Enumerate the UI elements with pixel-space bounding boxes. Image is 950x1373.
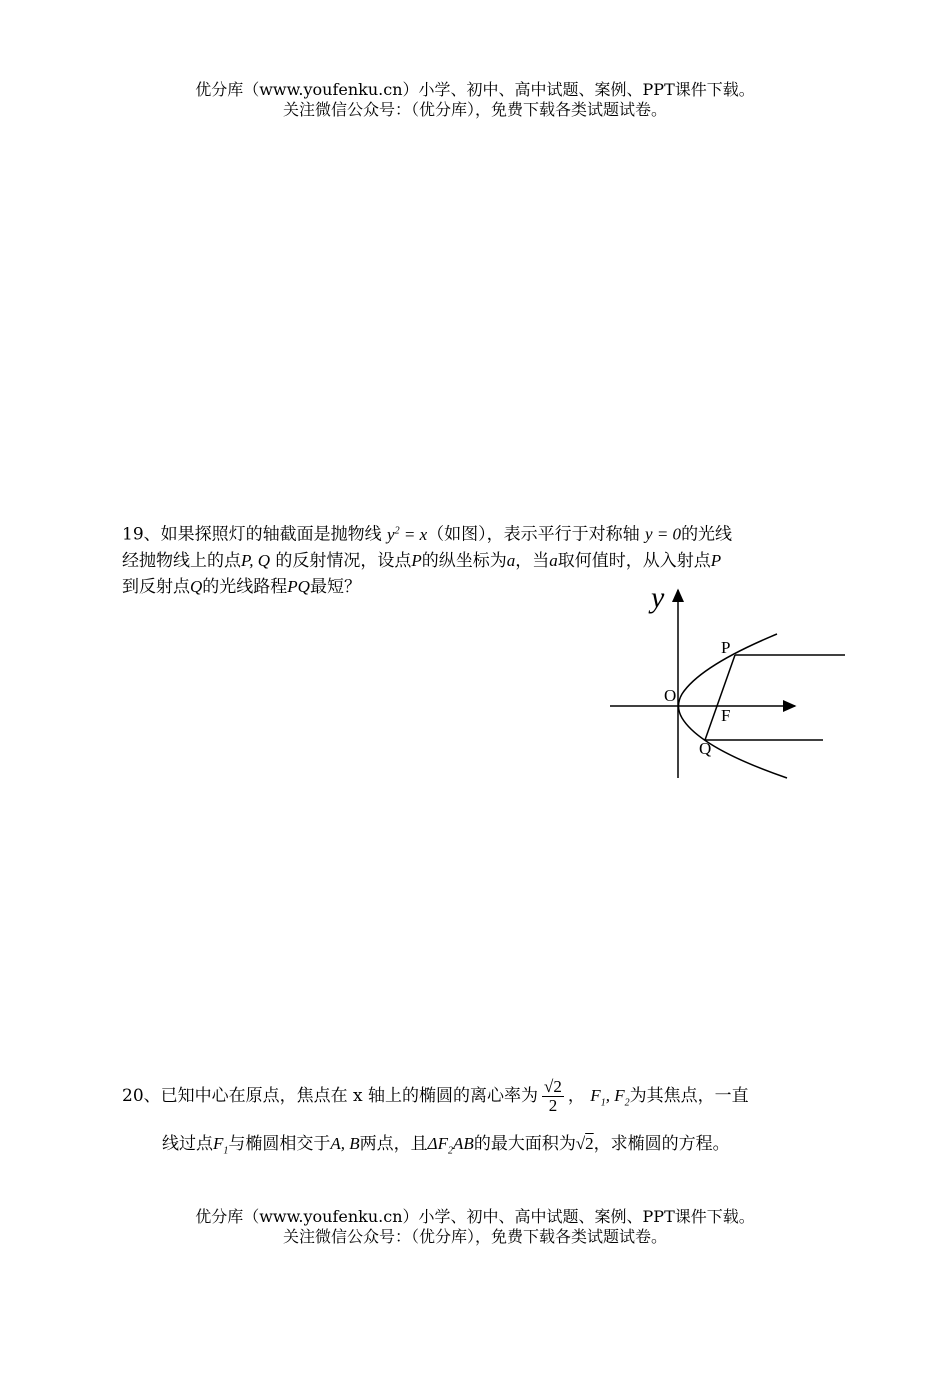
footer-line-1: 优分库（www.youfenku.cn）小学、初中、高中试题、案例、PPT课件下载。 bbox=[195, 1207, 755, 1226]
footer-line-2: 关注微信公众号：（优分库），免费下载各类试题试卷。 bbox=[282, 1227, 667, 1246]
problem-text: 如果探照灯的轴截面是抛物线 bbox=[160, 524, 382, 545]
point-f1: $F_1$ bbox=[213, 1134, 229, 1157]
foci-f1-f2: $F_1$, $F_2$ bbox=[590, 1086, 630, 1109]
problem-20 bbox=[122, 1072, 852, 1169]
variable-a: a bbox=[549, 550, 558, 570]
problem-text: 的光线 bbox=[681, 524, 733, 545]
problem-text: 到反射点 bbox=[122, 576, 190, 597]
problem-text: 与椭圆相交于 bbox=[228, 1134, 331, 1155]
segment-pq: PQ bbox=[287, 576, 310, 596]
problem-text: 为其焦点，一直 bbox=[629, 1086, 749, 1106]
problem-text: ， bbox=[567, 1086, 585, 1106]
sqrt-2: √2 bbox=[575, 1134, 594, 1154]
problem-text: 两点，且 bbox=[359, 1134, 428, 1155]
problem-text: 取何值时，从入射点 bbox=[557, 550, 711, 571]
label-f: F bbox=[721, 706, 731, 725]
header-line-2: 关注微信公众号：（优分库），免费下载各类试题试卷。 bbox=[282, 100, 667, 119]
problem-text: 最短？ bbox=[309, 576, 361, 597]
problem-text: 已知中心在原点，焦点在 x 轴上的椭圆的离心率为 bbox=[160, 1086, 539, 1106]
problem-text: 经抛物线上的点 bbox=[122, 550, 241, 571]
parabola-figure bbox=[605, 582, 855, 782]
label-o: O bbox=[664, 686, 677, 705]
variable-a: a bbox=[506, 550, 516, 570]
problem-text: ，求椭圆的方程。 bbox=[593, 1134, 730, 1155]
axis-equation: y = 0 bbox=[645, 524, 682, 544]
problem-20-line-2 bbox=[122, 1127, 852, 1168]
points-pq: P, Q bbox=[241, 550, 270, 570]
problem-text: （如图），表示平行于对称轴 bbox=[427, 524, 640, 545]
points-ab: A, B bbox=[330, 1134, 360, 1154]
problem-19-line-1 bbox=[122, 518, 852, 548]
problem-number: 19、 bbox=[122, 524, 161, 545]
eccentricity-fraction: $\frac{√2}{2}$ bbox=[544, 1077, 562, 1115]
point-p: P bbox=[710, 550, 722, 570]
label-q: Q bbox=[699, 739, 712, 758]
parabola-equation: $y^2 = x$ bbox=[387, 524, 428, 544]
triangle-f2ab: $\Delta F_2AB$ bbox=[427, 1134, 474, 1157]
problem-19-line-2 bbox=[122, 548, 852, 574]
problem-20-line-1 bbox=[122, 1072, 852, 1127]
page-header bbox=[0, 80, 950, 120]
problem-text: 的反射情况，设点 bbox=[275, 550, 412, 571]
label-y: y bbox=[651, 582, 665, 614]
point-p: P bbox=[411, 550, 422, 570]
problem-number: 20、 bbox=[122, 1086, 161, 1106]
point-q: Q bbox=[190, 576, 203, 596]
problem-text: 的纵坐标为 bbox=[421, 550, 507, 571]
header-line-1: 优分库（www.youfenku.cn）小学、初中、高中试题、案例、PPT课件下载。 bbox=[195, 80, 755, 99]
problem-text: ，当 bbox=[515, 550, 550, 571]
label-p: P bbox=[721, 638, 731, 657]
problem-text: 线过点 bbox=[162, 1134, 213, 1155]
problem-text: 的光线路程 bbox=[202, 576, 288, 597]
problem-text: 的最大面积为 bbox=[473, 1134, 576, 1155]
page-footer bbox=[0, 1207, 950, 1247]
